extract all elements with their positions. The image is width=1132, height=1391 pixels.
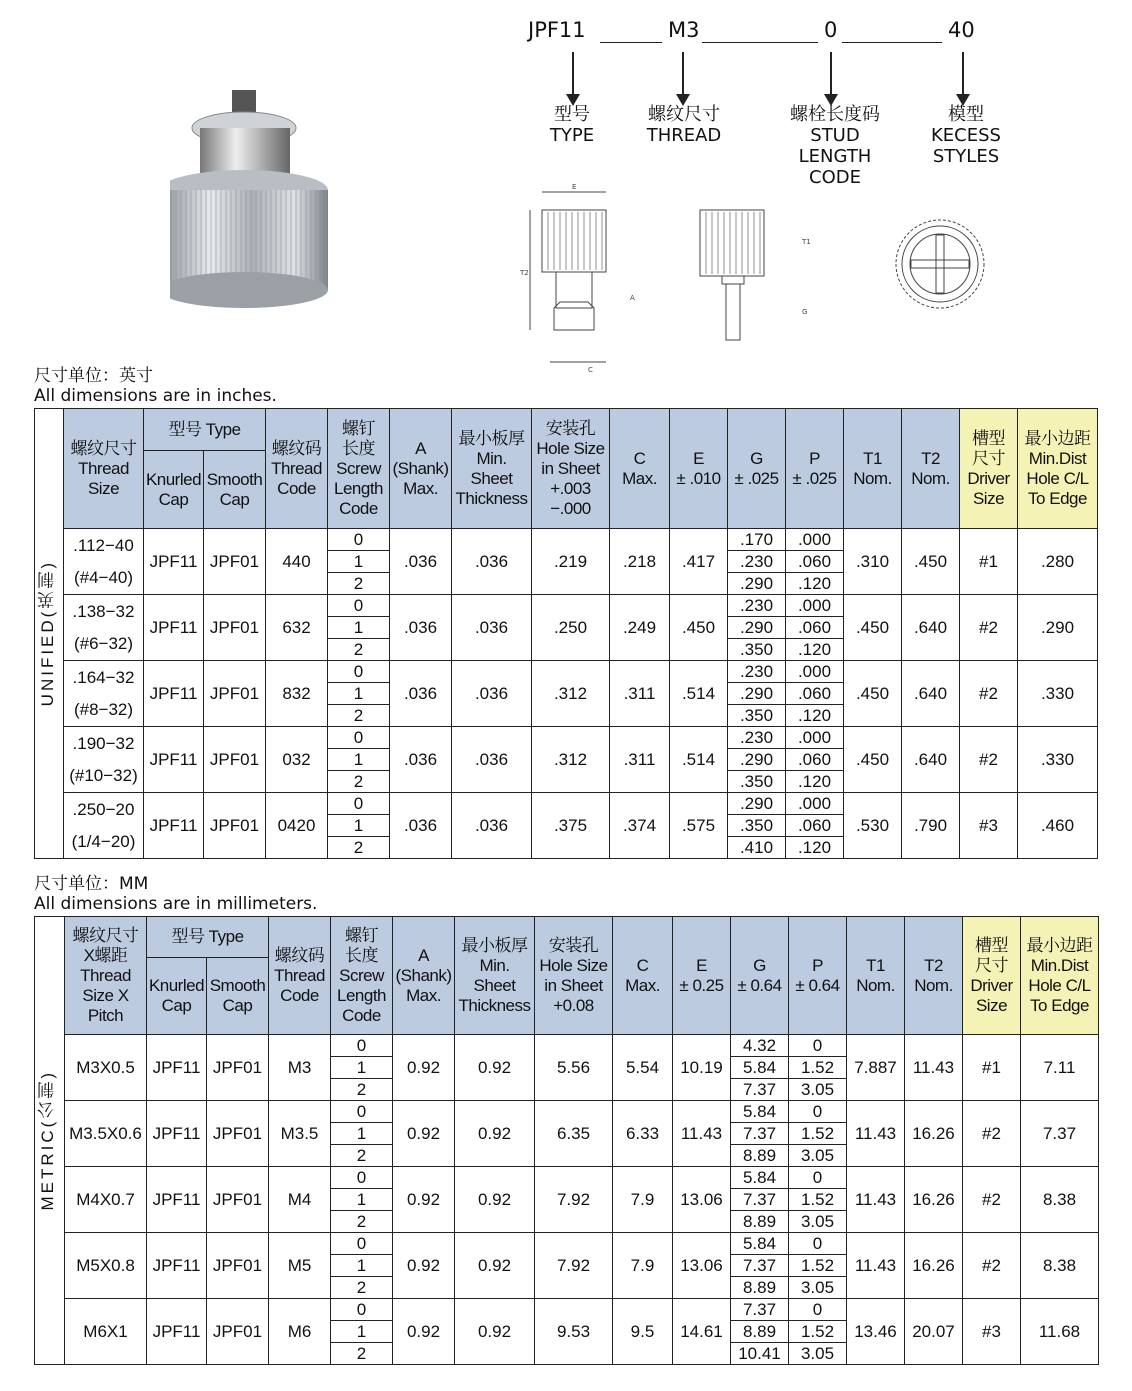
metric-cell-g: 5.84 [731, 1167, 789, 1189]
inch-cell-length-code: 2 [328, 573, 390, 595]
inch-cell-length-code: 2 [328, 837, 390, 859]
metric-cell-c-max: 7.9 [613, 1233, 673, 1299]
metric-cell-min-sheet: 0.92 [455, 1035, 535, 1101]
metric-cell-p: 3.05 [789, 1277, 847, 1299]
inch-cell-thread-size: .190−32 (#10−32) [64, 727, 144, 793]
metric-cell-e: 13.06 [673, 1167, 731, 1233]
metric-cell-p: 0 [789, 1035, 847, 1057]
inch-cell-e: .514 [670, 661, 728, 727]
metric-cell-g: 8.89 [731, 1211, 789, 1233]
metric-cell-t2: 16.26 [905, 1167, 963, 1233]
inch-cell-driver-size: #2 [960, 595, 1018, 661]
metric-cell-knurled: JPF11 [147, 1167, 207, 1233]
inch-cell-g: .230 [728, 727, 786, 749]
metric-cell-g: 10.41 [731, 1343, 789, 1365]
inch-cell-c-max: .311 [610, 661, 670, 727]
inch-header-thread-code: 螺纹码 Thread Code [266, 409, 328, 529]
inch-cell-p: .060 [786, 815, 844, 837]
inch-cell-t2: .790 [902, 793, 960, 859]
metric-cell-length-code: 0 [331, 1233, 393, 1255]
metric-cell-p: 3.05 [789, 1145, 847, 1167]
metric-cell-p: 1.52 [789, 1057, 847, 1079]
metric-cell-length-code: 1 [331, 1189, 393, 1211]
inch-cell-min-dist: .280 [1018, 529, 1098, 595]
inch-cell-g: .410 [728, 837, 786, 859]
dim-label-t1: T1 [802, 238, 811, 246]
inch-cell-p: .000 [786, 793, 844, 815]
inch-header-a-shank: A (Shank) Max. [390, 409, 452, 529]
inch-cell-e: .450 [670, 595, 728, 661]
metric-cell-e: 11.43 [673, 1101, 731, 1167]
metric-cell-length-code: 1 [331, 1057, 393, 1079]
metric-header-thread-size: 螺纹尺寸 X螺距 Thread Size X Pitch [65, 917, 147, 1035]
metric-cell-hole-size: 6.35 [535, 1101, 613, 1167]
metric-cell-knurled: JPF11 [147, 1299, 207, 1365]
table-row [35, 661, 1098, 683]
inch-cell-driver-size: #2 [960, 727, 1018, 793]
metric-cell-length-code: 2 [331, 1211, 393, 1233]
metric-cell-t1: 11.43 [847, 1101, 905, 1167]
inch-cell-thread-code: 632 [266, 595, 328, 661]
metric-cell-t2: 11.43 [905, 1035, 963, 1101]
metric-cell-min-sheet: 0.92 [455, 1299, 535, 1365]
metric-cell-smooth: JPF01 [207, 1167, 269, 1233]
inch-header-min-dist: 最小边距 Min.Dist Hole C/L To Edge [1018, 409, 1098, 529]
code-segment-recess: 40 [948, 18, 975, 42]
inch-cell-c-max: .374 [610, 793, 670, 859]
inch-spec-table [34, 408, 1098, 859]
metric-unit-note: 尺寸单位：MM All dimensions are in millimeters. [34, 874, 318, 914]
code-segment-thread: M3 [668, 18, 700, 42]
metric-cell-g: 8.89 [731, 1277, 789, 1299]
inch-cell-smooth: JPF01 [204, 595, 266, 661]
metric-header-t1: T1 Nom. [847, 917, 905, 1035]
metric-cell-thread-size: M4X0.7 [65, 1167, 147, 1233]
inch-cell-t1: .450 [844, 595, 902, 661]
inch-cell-smooth: JPF01 [204, 727, 266, 793]
metric-cell-thread-size: M3X0.5 [65, 1035, 147, 1101]
inch-cell-g: .170 [728, 529, 786, 551]
metric-cell-smooth: JPF01 [207, 1299, 269, 1365]
metric-cell-length-code: 2 [331, 1343, 393, 1365]
inch-cell-g: .290 [728, 617, 786, 639]
label-recess: 模型 KECESS STYLES [931, 104, 1001, 167]
product-photo [170, 80, 340, 320]
metric-header-e: E ± 0.25 [673, 917, 731, 1035]
metric-cell-driver-size: #1 [963, 1035, 1021, 1101]
inch-cell-p: .060 [786, 551, 844, 573]
metric-header-hole-size: 安装孔 Hole Size in Sheet +0.08 [535, 917, 613, 1035]
metric-cell-p: 3.05 [789, 1211, 847, 1233]
table-row [35, 727, 1098, 749]
inch-cell-thread-code: 0420 [266, 793, 328, 859]
inch-cell-a-shank: .036 [390, 727, 452, 793]
metric-cell-knurled: JPF11 [147, 1101, 207, 1167]
metric-cell-length-code: 0 [331, 1167, 393, 1189]
metric-cell-length-code: 0 [331, 1299, 393, 1321]
metric-header-smooth-cap: Smooth Cap [207, 958, 269, 1035]
inch-cell-p: .120 [786, 705, 844, 727]
inch-cell-length-code: 2 [328, 771, 390, 793]
metric-header-min-sheet: 最小板厚 Min. Sheet Thickness [455, 917, 535, 1035]
metric-cell-p: 1.52 [789, 1255, 847, 1277]
inch-cell-hole-size: .312 [532, 727, 610, 793]
metric-cell-thread-code: M4 [269, 1167, 331, 1233]
metric-cell-thread-code: M3.5 [269, 1101, 331, 1167]
metric-cell-knurled: JPF11 [147, 1035, 207, 1101]
inch-cell-min-sheet: .036 [452, 727, 532, 793]
metric-cell-min-sheet: 0.92 [455, 1101, 535, 1167]
inch-cell-knurled: JPF11 [144, 793, 204, 859]
inch-header-driver-size: 槽型 尺寸 Driver Size [960, 409, 1018, 529]
metric-cell-c-max: 6.33 [613, 1101, 673, 1167]
metric-cell-g: 7.37 [731, 1189, 789, 1211]
metric-cell-min-dist: 7.37 [1021, 1101, 1099, 1167]
metric-cell-p: 0 [789, 1167, 847, 1189]
inch-cell-t2: .640 [902, 661, 960, 727]
metric-cell-c-max: 5.54 [613, 1035, 673, 1101]
metric-cell-hole-size: 7.92 [535, 1233, 613, 1299]
table-row [35, 1101, 1099, 1123]
metric-cell-g: 5.84 [731, 1057, 789, 1079]
inch-cell-p: .000 [786, 661, 844, 683]
inch-cell-length-code: 2 [328, 705, 390, 727]
inch-cell-e: .514 [670, 727, 728, 793]
inch-cell-knurled: JPF11 [144, 595, 204, 661]
metric-cell-t1: 11.43 [847, 1233, 905, 1299]
front-view-drawing [700, 210, 811, 340]
side-view-drawing [519, 183, 635, 374]
metric-cell-length-code: 2 [331, 1277, 393, 1299]
metric-cell-thread-size: M5X0.8 [65, 1233, 147, 1299]
metric-header-driver-size: 槽型 尺寸 Driver Size [963, 917, 1021, 1035]
inch-cell-a-shank: .036 [390, 793, 452, 859]
metric-cell-length-code: 2 [331, 1145, 393, 1167]
inch-cell-knurled: JPF11 [144, 529, 204, 595]
inch-cell-length-code: 2 [328, 639, 390, 661]
metric-cell-thread-size: M3.5X0.6 [65, 1101, 147, 1167]
label-thread: 螺纹尺寸 THREAD [646, 104, 722, 146]
inch-cell-length-code: 1 [328, 683, 390, 705]
metric-cell-c-max: 9.5 [613, 1299, 673, 1365]
metric-cell-a-shank: 0.92 [393, 1035, 455, 1101]
inch-header-e: E ± .010 [670, 409, 728, 529]
metric-cell-length-code: 1 [331, 1123, 393, 1145]
metric-cell-t2: 20.07 [905, 1299, 963, 1365]
inch-cell-g: .350 [728, 771, 786, 793]
metric-header-min-dist: 最小边距 Min.Dist Hole C/L To Edge [1021, 917, 1099, 1035]
inch-cell-p: .120 [786, 837, 844, 859]
inch-cell-min-dist: .460 [1018, 793, 1098, 859]
table-row [35, 1167, 1099, 1189]
inch-cell-t1: .450 [844, 727, 902, 793]
metric-cell-g: 7.37 [731, 1123, 789, 1145]
inch-cell-min-dist: .330 [1018, 661, 1098, 727]
top-view-drawing [896, 220, 984, 308]
inch-cell-c-max: .311 [610, 727, 670, 793]
metric-cell-length-code: 1 [331, 1255, 393, 1277]
inch-cell-g: .350 [728, 815, 786, 837]
metric-cell-min-dist: 7.11 [1021, 1035, 1099, 1101]
inch-cell-thread-code: 832 [266, 661, 328, 727]
metric-cell-g: 7.37 [731, 1299, 789, 1321]
metric-cell-a-shank: 0.92 [393, 1299, 455, 1365]
label-type: 型号 TYPE [549, 104, 595, 146]
part-code-breakdown [520, 14, 1040, 188]
inch-cell-p: .120 [786, 639, 844, 661]
metric-cell-p: 1.52 [789, 1189, 847, 1211]
inch-cell-g: .290 [728, 793, 786, 815]
inch-cell-min-sheet: .036 [452, 661, 532, 727]
metric-cell-min-sheet: 0.92 [455, 1167, 535, 1233]
inch-cell-knurled: JPF11 [144, 661, 204, 727]
metric-cell-length-code: 1 [331, 1321, 393, 1343]
metric-cell-t2: 16.26 [905, 1233, 963, 1299]
metric-cell-g: 5.84 [731, 1233, 789, 1255]
inch-cell-hole-size: .219 [532, 529, 610, 595]
inch-cell-a-shank: .036 [390, 595, 452, 661]
inch-cell-g: .350 [728, 639, 786, 661]
inch-cell-g: .230 [728, 595, 786, 617]
metric-header-c-max: C Max. [613, 917, 673, 1035]
inch-cell-driver-size: #2 [960, 661, 1018, 727]
metric-header-g: G ± 0.64 [731, 917, 789, 1035]
metric-cell-p: 3.05 [789, 1079, 847, 1101]
inch-cell-hole-size: .375 [532, 793, 610, 859]
table-row [35, 1035, 1099, 1057]
metric-cell-p: 0 [789, 1101, 847, 1123]
metric-header-p: P ± 0.64 [789, 917, 847, 1035]
inch-cell-g: .290 [728, 683, 786, 705]
inch-cell-t2: .640 [902, 595, 960, 661]
metric-cell-g: 7.37 [731, 1079, 789, 1101]
inch-cell-a-shank: .036 [390, 661, 452, 727]
inch-header-type: 型号 Type [144, 409, 266, 451]
inch-cell-thread-size: .112−40 (#4−40) [64, 529, 144, 595]
metric-header-screw-length-code: 螺钉 长度 Screw Length Code [331, 917, 393, 1035]
metric-cell-thread-code: M5 [269, 1233, 331, 1299]
metric-cell-driver-size: #2 [963, 1167, 1021, 1233]
inch-cell-hole-size: .250 [532, 595, 610, 661]
inch-header-smooth-cap: Smooth Cap [204, 451, 266, 529]
metric-cell-p: 1.52 [789, 1321, 847, 1343]
inch-cell-hole-size: .312 [532, 661, 610, 727]
metric-cell-smooth: JPF01 [207, 1035, 269, 1101]
inch-header-thread-size: 螺纹尺寸 Thread Size [64, 409, 144, 529]
inch-cell-min-sheet: .036 [452, 595, 532, 661]
inch-cell-length-code: 0 [328, 661, 390, 683]
metric-cell-driver-size: #2 [963, 1233, 1021, 1299]
metric-cell-e: 10.19 [673, 1035, 731, 1101]
metric-cell-p: 3.05 [789, 1343, 847, 1365]
label-stud-length: 螺栓长度码 STUD LENGTH CODE [790, 104, 880, 188]
metric-cell-length-code: 2 [331, 1079, 393, 1101]
metric-cell-hole-size: 7.92 [535, 1167, 613, 1233]
metric-cell-a-shank: 0.92 [393, 1233, 455, 1299]
inch-cell-t2: .450 [902, 529, 960, 595]
inch-cell-p: .060 [786, 683, 844, 705]
metric-cell-t1: 11.43 [847, 1167, 905, 1233]
inch-cell-smooth: JPF01 [204, 529, 266, 595]
inch-cell-p: .060 [786, 749, 844, 771]
metric-header-type: 型号 Type [147, 917, 269, 958]
inch-cell-knurled: JPF11 [144, 727, 204, 793]
metric-cell-t1: 13.46 [847, 1299, 905, 1365]
inch-cell-min-sheet: .036 [452, 529, 532, 595]
inch-cell-g: .230 [728, 551, 786, 573]
inch-cell-length-code: 1 [328, 551, 390, 573]
table-row [35, 1299, 1099, 1321]
inch-cell-p: .000 [786, 529, 844, 551]
inch-cell-a-shank: .036 [390, 529, 452, 595]
metric-cell-smooth: JPF01 [207, 1233, 269, 1299]
dim-label-e: E [572, 183, 577, 191]
inch-header-t1: T1 Nom. [844, 409, 902, 529]
metric-header-knurled-cap: Knurled Cap [147, 958, 207, 1035]
inch-header-knurled-cap: Knurled Cap [144, 451, 204, 529]
inch-header-min-sheet: 最小板厚 Min. Sheet Thickness [452, 409, 532, 529]
metric-cell-min-dist: 8.38 [1021, 1233, 1099, 1299]
metric-side-label: METRIC(公制) [35, 917, 65, 1365]
inch-cell-p: .000 [786, 595, 844, 617]
inch-cell-length-code: 1 [328, 617, 390, 639]
inch-cell-smooth: JPF01 [204, 793, 266, 859]
inch-cell-thread-size: .164−32 (#8−32) [64, 661, 144, 727]
inch-cell-thread-size: .250−20 (1/4−20) [64, 793, 144, 859]
inch-cell-thread-code: 032 [266, 727, 328, 793]
metric-cell-a-shank: 0.92 [393, 1101, 455, 1167]
inch-cell-min-dist: .290 [1018, 595, 1098, 661]
metric-cell-e: 14.61 [673, 1299, 731, 1365]
technical-drawings [510, 180, 1030, 380]
metric-cell-thread-code: M3 [269, 1035, 331, 1101]
inch-cell-length-code: 0 [328, 793, 390, 815]
inch-cell-driver-size: #3 [960, 793, 1018, 859]
table-row [35, 595, 1098, 617]
dim-label-g: G [802, 308, 808, 316]
code-segment-length: 0 [824, 18, 838, 42]
inch-cell-t1: .530 [844, 793, 902, 859]
metric-spec-table [34, 916, 1099, 1365]
inch-cell-thread-size: .138−32 (#6−32) [64, 595, 144, 661]
inch-cell-length-code: 0 [328, 727, 390, 749]
inch-cell-c-max: .249 [610, 595, 670, 661]
inch-header-hole-size: 安装孔 Hole Size in Sheet +.003 −.000 [532, 409, 610, 529]
metric-cell-p: 1.52 [789, 1123, 847, 1145]
metric-cell-g: 4.32 [731, 1035, 789, 1057]
inch-cell-t1: .310 [844, 529, 902, 595]
inch-cell-g: .230 [728, 661, 786, 683]
metric-cell-driver-size: #2 [963, 1101, 1021, 1167]
metric-cell-g: 7.37 [731, 1255, 789, 1277]
inch-cell-g: .350 [728, 705, 786, 727]
metric-cell-min-dist: 8.38 [1021, 1167, 1099, 1233]
metric-header-t2: T2 Nom. [905, 917, 963, 1035]
metric-cell-hole-size: 5.56 [535, 1035, 613, 1101]
dim-label-c: C [588, 366, 593, 374]
metric-cell-g: 8.89 [731, 1321, 789, 1343]
metric-cell-driver-size: #3 [963, 1299, 1021, 1365]
inch-cell-length-code: 0 [328, 529, 390, 551]
inch-cell-c-max: .218 [610, 529, 670, 595]
inch-unit-note: 尺寸单位：英寸 All dimensions are in inches. [34, 366, 277, 406]
inch-header-screw-length-code: 螺钉 长度 Screw Length Code [328, 409, 390, 529]
metric-cell-thread-code: M6 [269, 1299, 331, 1365]
inch-header-t2: T2 Nom. [902, 409, 960, 529]
inch-cell-min-dist: .330 [1018, 727, 1098, 793]
inch-header-p: P ± .025 [786, 409, 844, 529]
inch-header-g: G ± .025 [728, 409, 786, 529]
table-row [35, 793, 1098, 815]
inch-cell-thread-code: 440 [266, 529, 328, 595]
metric-cell-t1: 7.887 [847, 1035, 905, 1101]
metric-cell-min-sheet: 0.92 [455, 1233, 535, 1299]
metric-cell-t2: 16.26 [905, 1101, 963, 1167]
inch-cell-p: .120 [786, 771, 844, 793]
inch-cell-driver-size: #1 [960, 529, 1018, 595]
inch-cell-smooth: JPF01 [204, 661, 266, 727]
metric-header-thread-code: 螺纹码 Thread Code [269, 917, 331, 1035]
inch-cell-g: .290 [728, 749, 786, 771]
metric-cell-smooth: JPF01 [207, 1101, 269, 1167]
inch-cell-t2: .640 [902, 727, 960, 793]
table-row [35, 529, 1098, 551]
inch-cell-g: .290 [728, 573, 786, 595]
inch-cell-p: .060 [786, 617, 844, 639]
metric-header-a-shank: A (Shank) Max. [393, 917, 455, 1035]
metric-cell-a-shank: 0.92 [393, 1167, 455, 1233]
inch-cell-length-code: 1 [328, 749, 390, 771]
metric-cell-thread-size: M6X1 [65, 1299, 147, 1365]
metric-cell-p: 0 [789, 1299, 847, 1321]
inch-cell-p: .000 [786, 727, 844, 749]
metric-cell-hole-size: 9.53 [535, 1299, 613, 1365]
metric-cell-p: 0 [789, 1233, 847, 1255]
metric-cell-length-code: 0 [331, 1101, 393, 1123]
metric-cell-knurled: JPF11 [147, 1233, 207, 1299]
inch-cell-min-sheet: .036 [452, 793, 532, 859]
metric-cell-min-dist: 11.68 [1021, 1299, 1099, 1365]
metric-cell-c-max: 7.9 [613, 1167, 673, 1233]
dim-label-t2: T2 [520, 269, 529, 277]
metric-cell-g: 5.84 [731, 1101, 789, 1123]
code-segment-type: JPF11 [528, 18, 586, 42]
inch-cell-length-code: 1 [328, 815, 390, 837]
inch-header-c-max: C Max. [610, 409, 670, 529]
metric-cell-e: 13.06 [673, 1233, 731, 1299]
inch-cell-length-code: 0 [328, 595, 390, 617]
inch-cell-e: .575 [670, 793, 728, 859]
inch-cell-t1: .450 [844, 661, 902, 727]
metric-cell-length-code: 0 [331, 1035, 393, 1057]
inch-cell-p: .120 [786, 573, 844, 595]
table-row [35, 1233, 1099, 1255]
inch-cell-e: .417 [670, 529, 728, 595]
metric-cell-g: 8.89 [731, 1145, 789, 1167]
dim-label-a: A [630, 294, 635, 302]
inch-side-label: UNIFIED(英制) [35, 409, 64, 859]
